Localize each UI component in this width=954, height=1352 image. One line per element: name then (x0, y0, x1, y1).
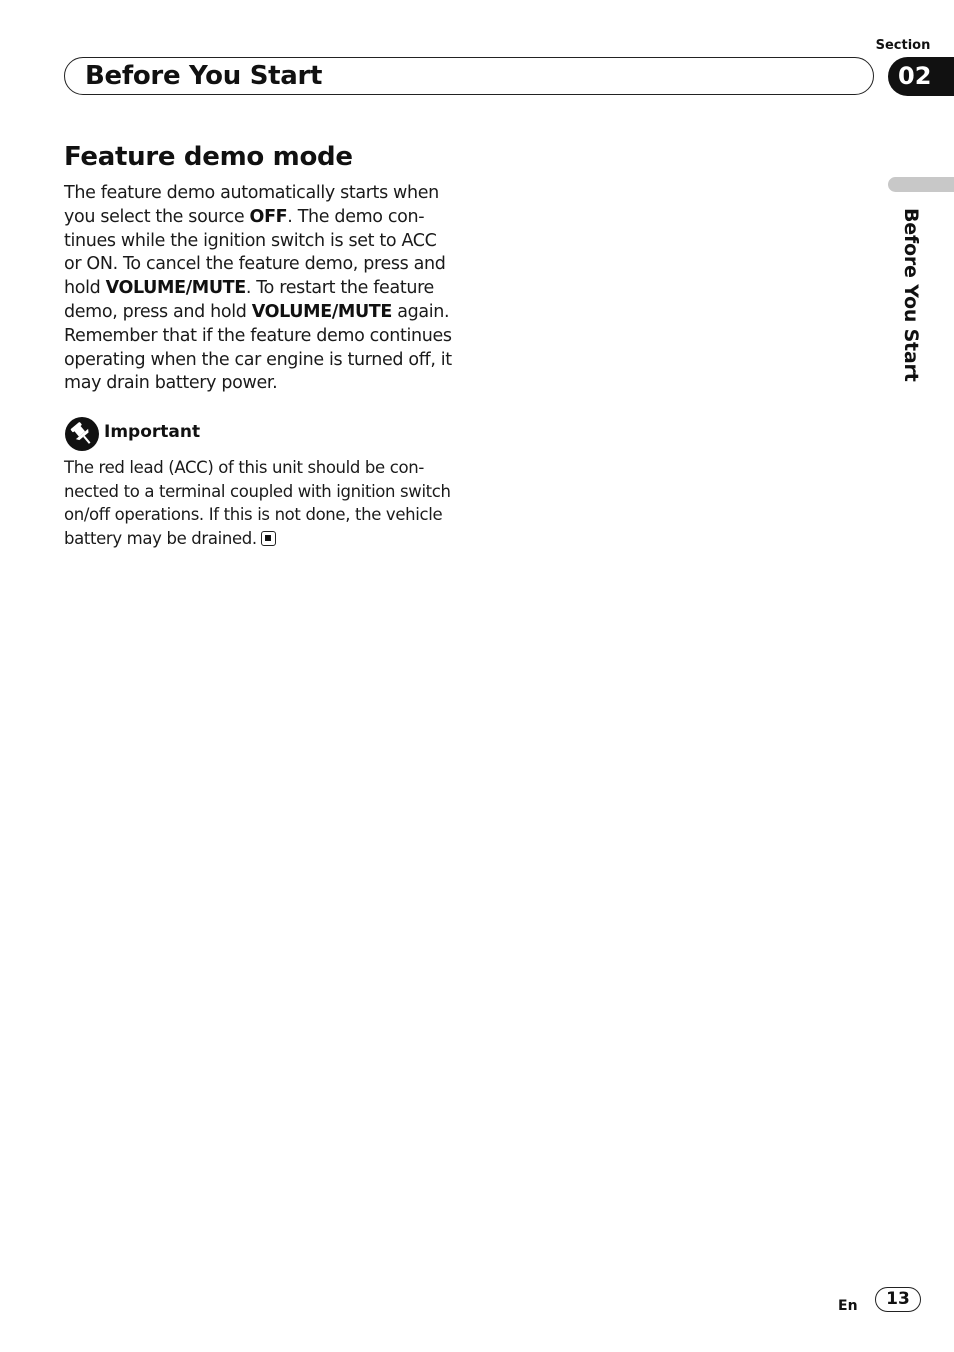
section-number-tab: 02 (888, 57, 954, 96)
paragraph-line: operating when the car engine is turned off, it (64, 349, 452, 370)
paragraph-line: you select the source OFF. The demo con- (64, 206, 425, 227)
important-label: Important (104, 422, 201, 442)
bold-term: OFF (249, 206, 288, 227)
paragraph-line: Remember that if the feature demo continues (64, 325, 452, 346)
side-index-bar (888, 177, 954, 192)
chapter-header (64, 57, 874, 95)
important-note (64, 456, 459, 550)
note-line: The red lead (ACC) of this unit should be con- (64, 458, 424, 477)
paragraph-line: may drain battery power. (64, 373, 278, 394)
important-pin-icon (64, 416, 100, 452)
page-heading: Feature demo mode (64, 142, 353, 172)
paragraph-line: hold VOLUME/MUTE. To restart the feature (64, 278, 434, 299)
paragraph-line: demo, press and hold VOLUME/MUTE again. (64, 301, 450, 322)
page-number: 13 (875, 1287, 921, 1312)
section-label: Section (875, 38, 931, 53)
bold-term: VOLUME/MUTE (251, 301, 392, 322)
paragraph-line: or ON. To cancel the feature demo, press and (64, 254, 446, 275)
note-line: nected to a terminal coupled with ignition switch (64, 481, 451, 501)
note-line: battery may be drained. (64, 527, 459, 551)
footer-language: En (838, 1298, 858, 1314)
bold-term: VOLUME/MUTE (105, 278, 246, 299)
paragraph-line: The feature demo automatically starts when (64, 183, 439, 203)
chapter-title: Before You Start (85, 61, 323, 91)
end-of-section-icon (261, 531, 276, 546)
side-index-label: Before You Start (900, 208, 922, 382)
note-line: on/off operations. If this is not done, the vehicle (64, 505, 443, 524)
body-paragraph (64, 182, 459, 396)
paragraph-line: tinues while the ignition switch is set to ACC (64, 230, 437, 251)
